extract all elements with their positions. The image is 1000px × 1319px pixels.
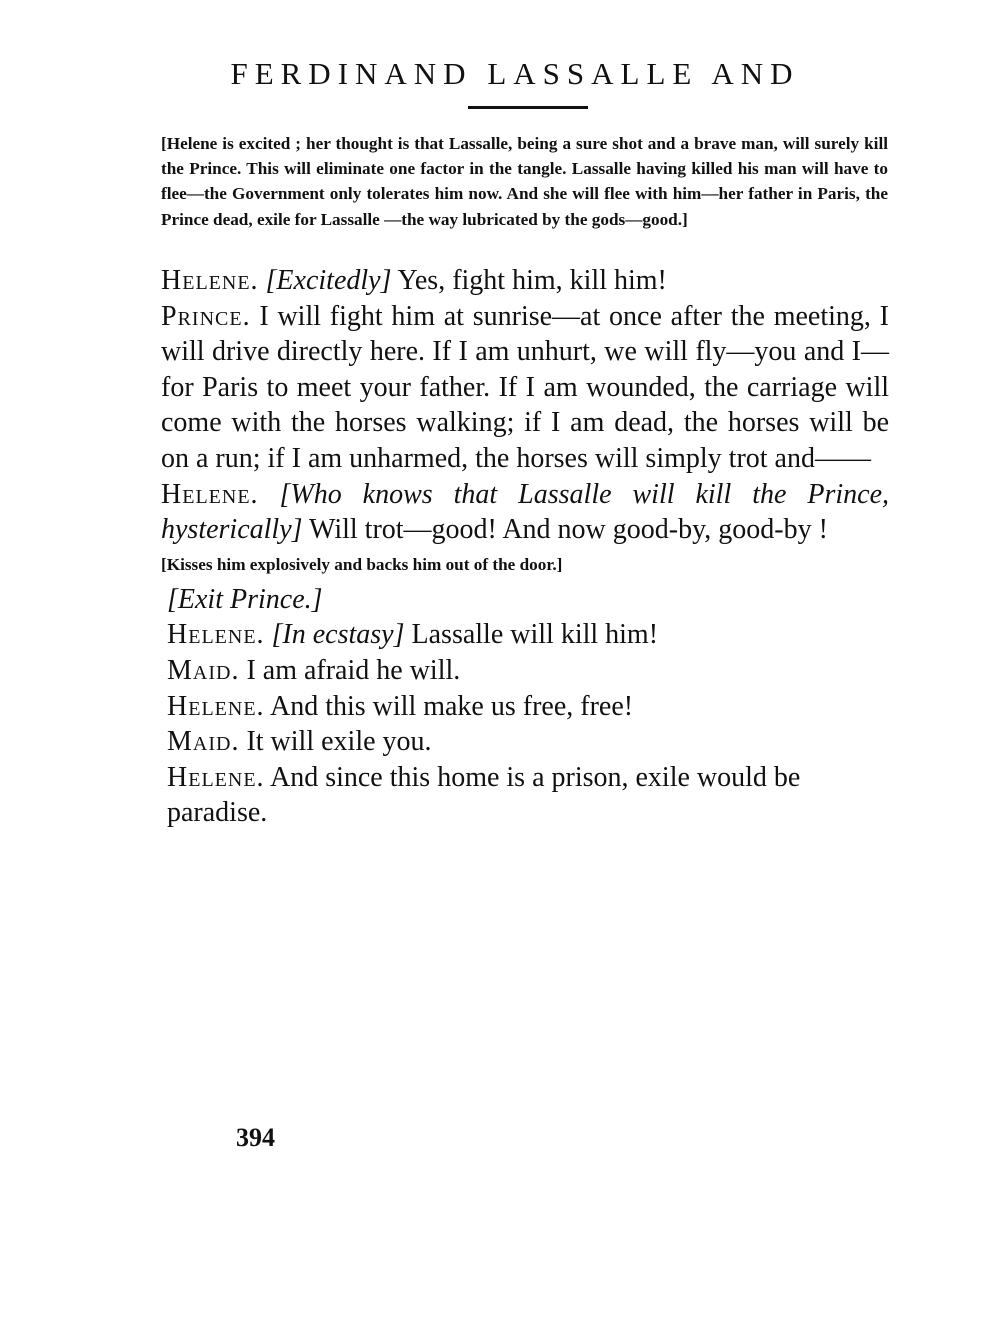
dialogue-line (161, 617, 889, 653)
page-number: 394 (236, 1123, 275, 1152)
speaker-name: Prince. (161, 300, 251, 332)
dialogue-line (161, 760, 889, 831)
dialogue-block (161, 263, 889, 831)
exit-direction: [Exit Prince.] (167, 583, 323, 615)
spoken-text: Lassalle will kill him! (404, 619, 659, 651)
running-head: FERDINAND LASSALLE AND (230, 56, 800, 91)
stage-direction: [Who knows that Lassalle will kill the Prince, hysterically] (161, 478, 889, 546)
header-rule (468, 106, 588, 109)
spoken-text: And this will make us free, free! (264, 690, 634, 722)
speaker-name: Helene. (161, 478, 259, 510)
spoken-text: Will trot—good! And now good-by, good-by ! (302, 514, 828, 546)
stage-direction-note: [Kisses him explosively and backs him out of the door.] (161, 554, 563, 574)
spoken-text: It will exile you. (239, 726, 432, 758)
spoken-text: I will fight him at sunrise—at once after the meeting, I will drive directly here. If I am unhurt, we will fly—you and I—for Paris to meet your father. If I am wounded, the carriage will come with the horses walking; if I am dead, the horses will be on a run; if I am unharmed, the horses will simply trot and—— (161, 300, 889, 474)
spoken-text: And since this home is a prison, exile would be paradise. (167, 761, 801, 829)
speaker-name: Helene. (167, 619, 265, 651)
spoken-text: I am afraid he will. (239, 654, 461, 686)
stage-direction: [Excitedly] (265, 265, 392, 296)
speaker-name: Helene. (167, 690, 265, 722)
dialogue-line (161, 724, 889, 760)
dialogue-line (161, 477, 889, 548)
speaker-name: Maid. (167, 726, 240, 758)
speaker-name: Helene. (161, 265, 259, 296)
speaker-name: Helene. (167, 761, 265, 793)
stage-direction-note: [Helene is excited ; her thought is that Lassalle, being a sure shot and a brave man, will surely kill the Prince. This will eliminate one factor in the tangle. Lassalle having killed his man will have to flee—the Government only tolerates him now. And she will flee with him—her father in Paris, the Prince dead, exile for Lassalle —the way lubricated by the gods—good.] (161, 134, 888, 229)
dialogue-line (161, 689, 889, 725)
stage-direction: [In ecstasy] (271, 619, 405, 651)
spoken-text: Yes, fight him, kill him! (391, 265, 667, 296)
dialogue-line (161, 299, 889, 477)
dialogue-line (161, 263, 889, 299)
dialogue-line (161, 653, 889, 689)
speaker-name: Maid. (167, 654, 240, 686)
